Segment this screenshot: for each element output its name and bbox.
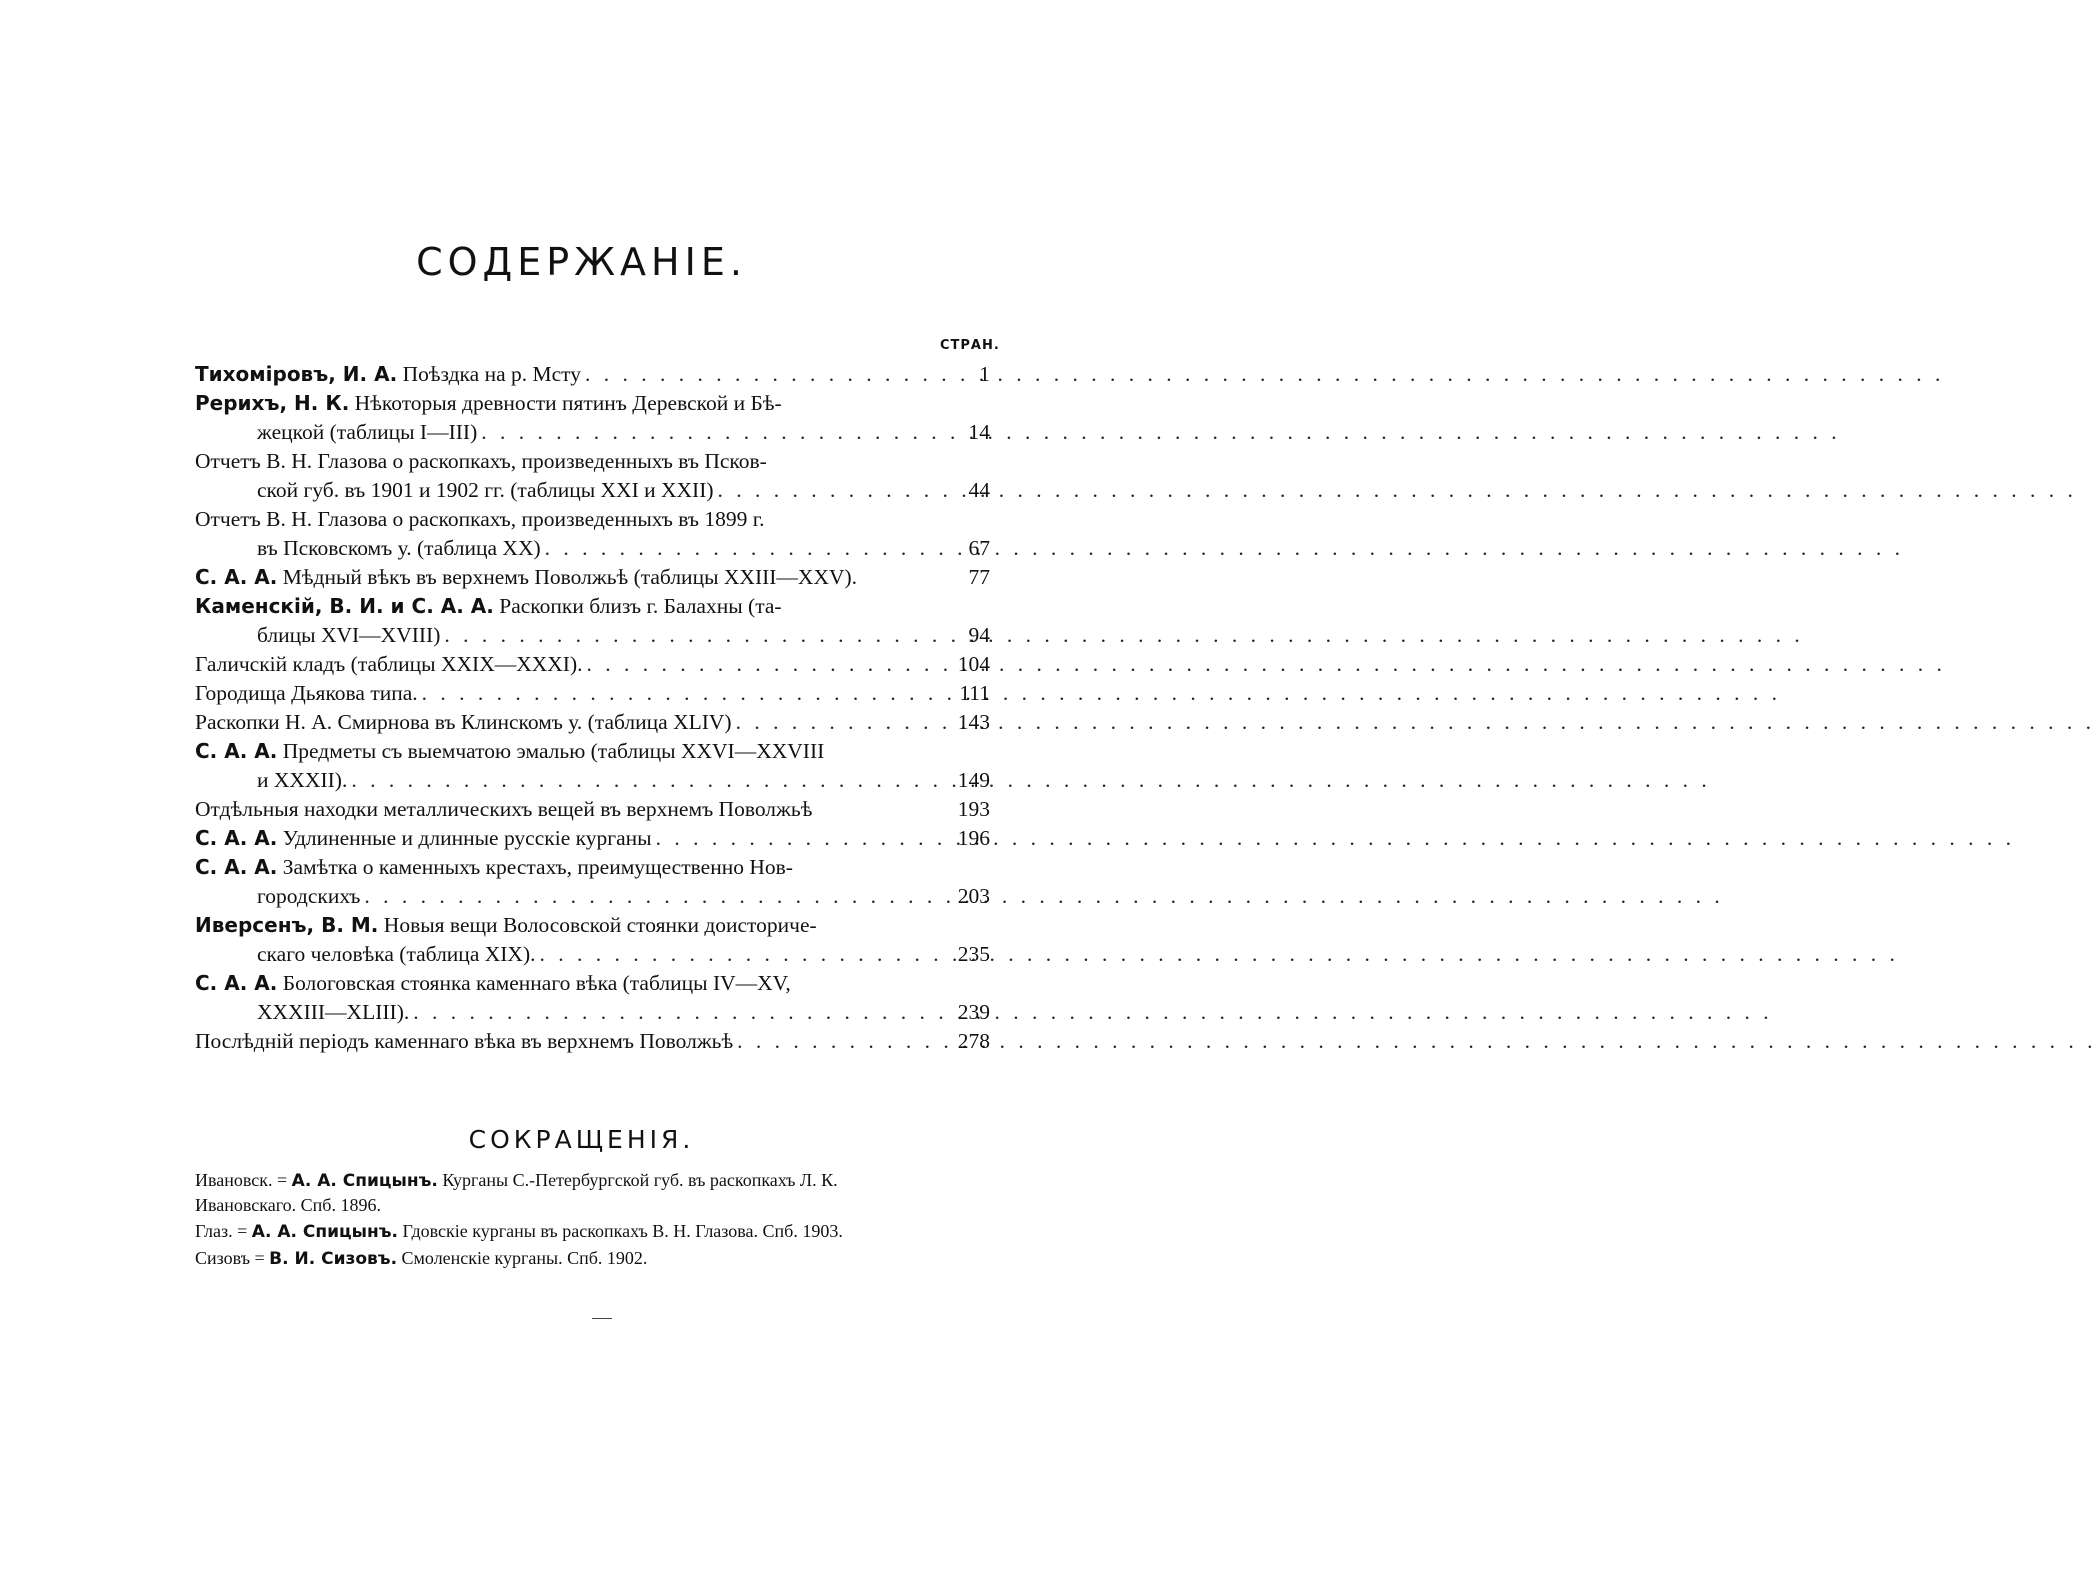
- toc-entry-text: [195, 853, 793, 882]
- toc-line: [195, 505, 990, 534]
- toc-entry-title: Поѣздка на р. Мсту: [397, 362, 582, 386]
- toc-entry-title: и XXXII).: [257, 768, 348, 792]
- abbreviation-title: Гдовскіе курганы въ раскопкахъ В. Н. Глазова. Спб. 1903.: [397, 1221, 843, 1241]
- toc-entry: [195, 911, 990, 969]
- toc-entry-text: [195, 737, 824, 766]
- dot-leader: [581, 360, 920, 389]
- toc-entry-title: Раскопки Н. А. Смирнова въ Клинскомъ у. (таблица XLIV): [195, 710, 732, 734]
- toc-line: [195, 534, 990, 563]
- toc-line: [195, 418, 990, 447]
- toc-entry-title: городскихъ: [257, 884, 361, 908]
- toc-line: [195, 766, 990, 795]
- toc-page-number: 143: [957, 710, 990, 734]
- abbreviation-author: А. А. Спицынъ.: [291, 1171, 438, 1191]
- dot-leader: [347, 766, 920, 795]
- toc-entry-text: [257, 766, 347, 795]
- toc-entry-title: Отчетъ В. Н. Глазова о раскопкахъ, произведенныхъ въ Псков-: [195, 449, 767, 473]
- toc-entry: [195, 824, 990, 853]
- abbreviation-title: Смоленскіе курганы. Спб. 1902.: [397, 1248, 648, 1268]
- abbreviation-key: Ивановск. =: [195, 1170, 292, 1190]
- toc-entry-title: Отчетъ В. Н. Глазова о раскопкахъ, произведенныхъ въ 1899 г.: [195, 507, 765, 531]
- toc-entry-title: XXXIII—XLIII).: [257, 1000, 410, 1024]
- toc-entry-title: Замѣтка о каменныхъ крестахъ, преимущественно Нов-: [277, 855, 793, 879]
- toc-entry-title: жецкой (таблицы I—III): [257, 420, 478, 444]
- toc-entry-title: въ Псковскомъ у. (таблица XX): [257, 536, 541, 560]
- toc-line: [195, 447, 990, 476]
- toc-line: [195, 563, 990, 592]
- toc-entry-text: [195, 1027, 733, 1056]
- toc-line: [195, 737, 990, 766]
- toc-entry-text: [195, 911, 817, 940]
- dot-leader: [714, 476, 920, 505]
- toc-line: [195, 1027, 990, 1056]
- abbreviations-title: СОКРАЩЕНІЯ.: [468, 1125, 695, 1154]
- toc-entry: [195, 708, 990, 737]
- abbreviation-key: Сизовъ =: [195, 1248, 270, 1268]
- toc-entry-title: ской губ. въ 1901 и 1902 гг. (таблицы XXI и XXII): [257, 478, 714, 502]
- toc-entry-author: Иверсенъ, В. М.: [195, 913, 379, 937]
- toc-entry-text: [195, 824, 652, 853]
- toc-entry: [195, 563, 990, 592]
- toc-entry: [195, 737, 990, 795]
- toc-page-number: 196: [957, 826, 990, 850]
- toc-line: [195, 853, 990, 882]
- abbreviation-key: Глаз. =: [195, 1221, 252, 1241]
- toc-entry-text: [195, 679, 418, 708]
- toc-entry-title: Предметы съ выемчатою эмалью (таблицы XXVI—XXVIII: [277, 739, 825, 763]
- abbreviation-author: В. И. Сизовъ.: [269, 1249, 398, 1269]
- toc-entry-author: С. А. А.: [195, 739, 278, 763]
- toc-line: [195, 940, 990, 969]
- toc-entry-title: Мѣдный вѣкъ въ верхнемъ Поволжьѣ (таблицы XXIII—XXV).: [277, 565, 858, 589]
- toc-page-number: 203: [957, 884, 990, 908]
- toc-line: [195, 650, 990, 679]
- toc-line: [195, 998, 990, 1027]
- abbreviation-continuation: Ивановскаго. Спб. 1896.: [195, 1195, 381, 1215]
- table-of-contents: [195, 360, 990, 1056]
- abbreviation-item: [195, 1246, 1005, 1271]
- toc-entry-text: [195, 795, 812, 824]
- toc-entry: [195, 795, 990, 824]
- toc-entry-text: [257, 476, 714, 505]
- toc-entry-author: С. А. А.: [195, 565, 278, 589]
- toc-entry-title: Городища Дьякова типа.: [195, 681, 418, 705]
- dot-leader: [409, 998, 920, 1027]
- dot-leader: [440, 621, 920, 650]
- toc-entry-author: Тихоміровъ, И. А.: [195, 362, 398, 386]
- toc-page-number: 1: [979, 362, 990, 386]
- toc-line: [195, 824, 990, 853]
- toc-entry-text: [195, 708, 732, 737]
- toc-entry-text: [257, 621, 440, 650]
- toc-entry-text: [195, 505, 764, 534]
- toc-entry: [195, 592, 990, 650]
- toc-entry: [195, 447, 990, 505]
- toc-entry-text: [195, 389, 782, 418]
- toc-entry: [195, 650, 990, 679]
- toc-entry-title: Новыя вещи Волосовской стоянки доисториче-: [378, 913, 817, 937]
- toc-entry-title: скаго человѣка (таблица XIX).: [257, 942, 536, 966]
- toc-entry-text: [195, 360, 581, 389]
- toc-entry: [195, 969, 990, 1027]
- toc-entry: [195, 853, 990, 911]
- toc-line: [195, 911, 990, 940]
- toc-entry-author: С. А. А.: [195, 855, 278, 879]
- toc-line: [195, 708, 990, 737]
- dot-leader: [583, 650, 920, 679]
- toc-line: [195, 592, 990, 621]
- dot-leader: [652, 824, 920, 853]
- dot-leader: [733, 1027, 920, 1056]
- toc-page-number: 77: [968, 565, 990, 589]
- toc-page-number: 94: [968, 623, 990, 647]
- toc-entry-text: [195, 563, 857, 592]
- page-mark: [592, 1318, 612, 1319]
- toc-page-number: 104: [957, 652, 990, 676]
- dot-leader: [535, 940, 920, 969]
- dot-leader: [732, 708, 920, 737]
- abbreviation-item: [195, 1219, 1005, 1244]
- toc-entry: [195, 389, 990, 447]
- toc-entry: [195, 1027, 990, 1056]
- toc-line: [195, 360, 990, 389]
- toc-entry-title: Раскопки близъ г. Балахны (та-: [493, 594, 782, 618]
- toc-entry-text: [195, 650, 583, 679]
- toc-line: [195, 476, 990, 505]
- abbreviation-author: А. А. Спицынъ.: [251, 1222, 398, 1242]
- toc-entry-title: Нѣкоторыя древности пятинъ Деревской и Бѣ-: [349, 391, 782, 415]
- dot-leader: [418, 679, 920, 708]
- toc-page-number: 278: [957, 1029, 990, 1053]
- toc-entry: [195, 360, 990, 389]
- page-title: СОДЕРЖАНІЕ.: [416, 240, 747, 284]
- toc-entry-title: Отдѣльныя находки металлическихъ вещей въ верхнемъ Поволжьѣ: [195, 797, 813, 821]
- toc-entry-author: С. А. А.: [195, 971, 278, 995]
- toc-line: [195, 795, 990, 824]
- page-column-header: СТРАН.: [940, 338, 1000, 353]
- toc-entry-title: Бологовская стоянка каменнаго вѣка (таблицы IV—XV,: [277, 971, 791, 995]
- toc-entry: [195, 505, 990, 563]
- dot-leader: [477, 418, 920, 447]
- toc-entry: [195, 679, 990, 708]
- abbreviations-list: [195, 1168, 1005, 1273]
- toc-entry-title: Послѣдній періодъ каменнаго вѣка въ верхнемъ Поволжьѣ: [195, 1029, 734, 1053]
- toc-page-number: 44: [968, 478, 990, 502]
- toc-page-number: 149: [957, 768, 990, 792]
- toc-line: [195, 621, 990, 650]
- toc-entry-text: [257, 940, 535, 969]
- toc-entry-text: [257, 882, 360, 911]
- toc-entry-title: Удлиненные и длинные русскіе курганы: [277, 826, 652, 850]
- toc-entry-text: [257, 534, 541, 563]
- toc-line: [195, 389, 990, 418]
- abbreviation-item: [195, 1168, 1005, 1217]
- toc-entry-text: [257, 418, 477, 447]
- toc-page-number: 111: [959, 681, 990, 705]
- toc-line: [195, 882, 990, 911]
- toc-page-number: 14: [968, 420, 990, 444]
- dot-leader: [541, 534, 920, 563]
- toc-entry-text: [195, 969, 791, 998]
- toc-page-number: 239: [957, 1000, 990, 1024]
- toc-line: [195, 679, 990, 708]
- toc-page-number: 235: [957, 942, 990, 966]
- toc-entry-author: С. А. А.: [195, 826, 278, 850]
- toc-line: [195, 969, 990, 998]
- toc-entry-author: Каменскій, В. И. и С. А. А.: [195, 594, 494, 618]
- toc-entry-author: Рерихъ, Н. К.: [195, 391, 350, 415]
- toc-entry-title: блицы XVI—XVIII): [257, 623, 441, 647]
- toc-entry-text: [195, 592, 782, 621]
- toc-entry-text: [257, 998, 409, 1027]
- toc-entry-title: Галичскій кладъ (таблицы XXIX—XXXI).: [195, 652, 583, 676]
- abbreviation-title: Курганы С.-Петербургской губ. въ раскопкахъ Л. К.: [437, 1170, 838, 1190]
- dot-leader: [360, 882, 920, 911]
- toc-page-number: 193: [957, 797, 990, 821]
- toc-page-number: 67: [968, 536, 990, 560]
- toc-entry-text: [195, 447, 767, 476]
